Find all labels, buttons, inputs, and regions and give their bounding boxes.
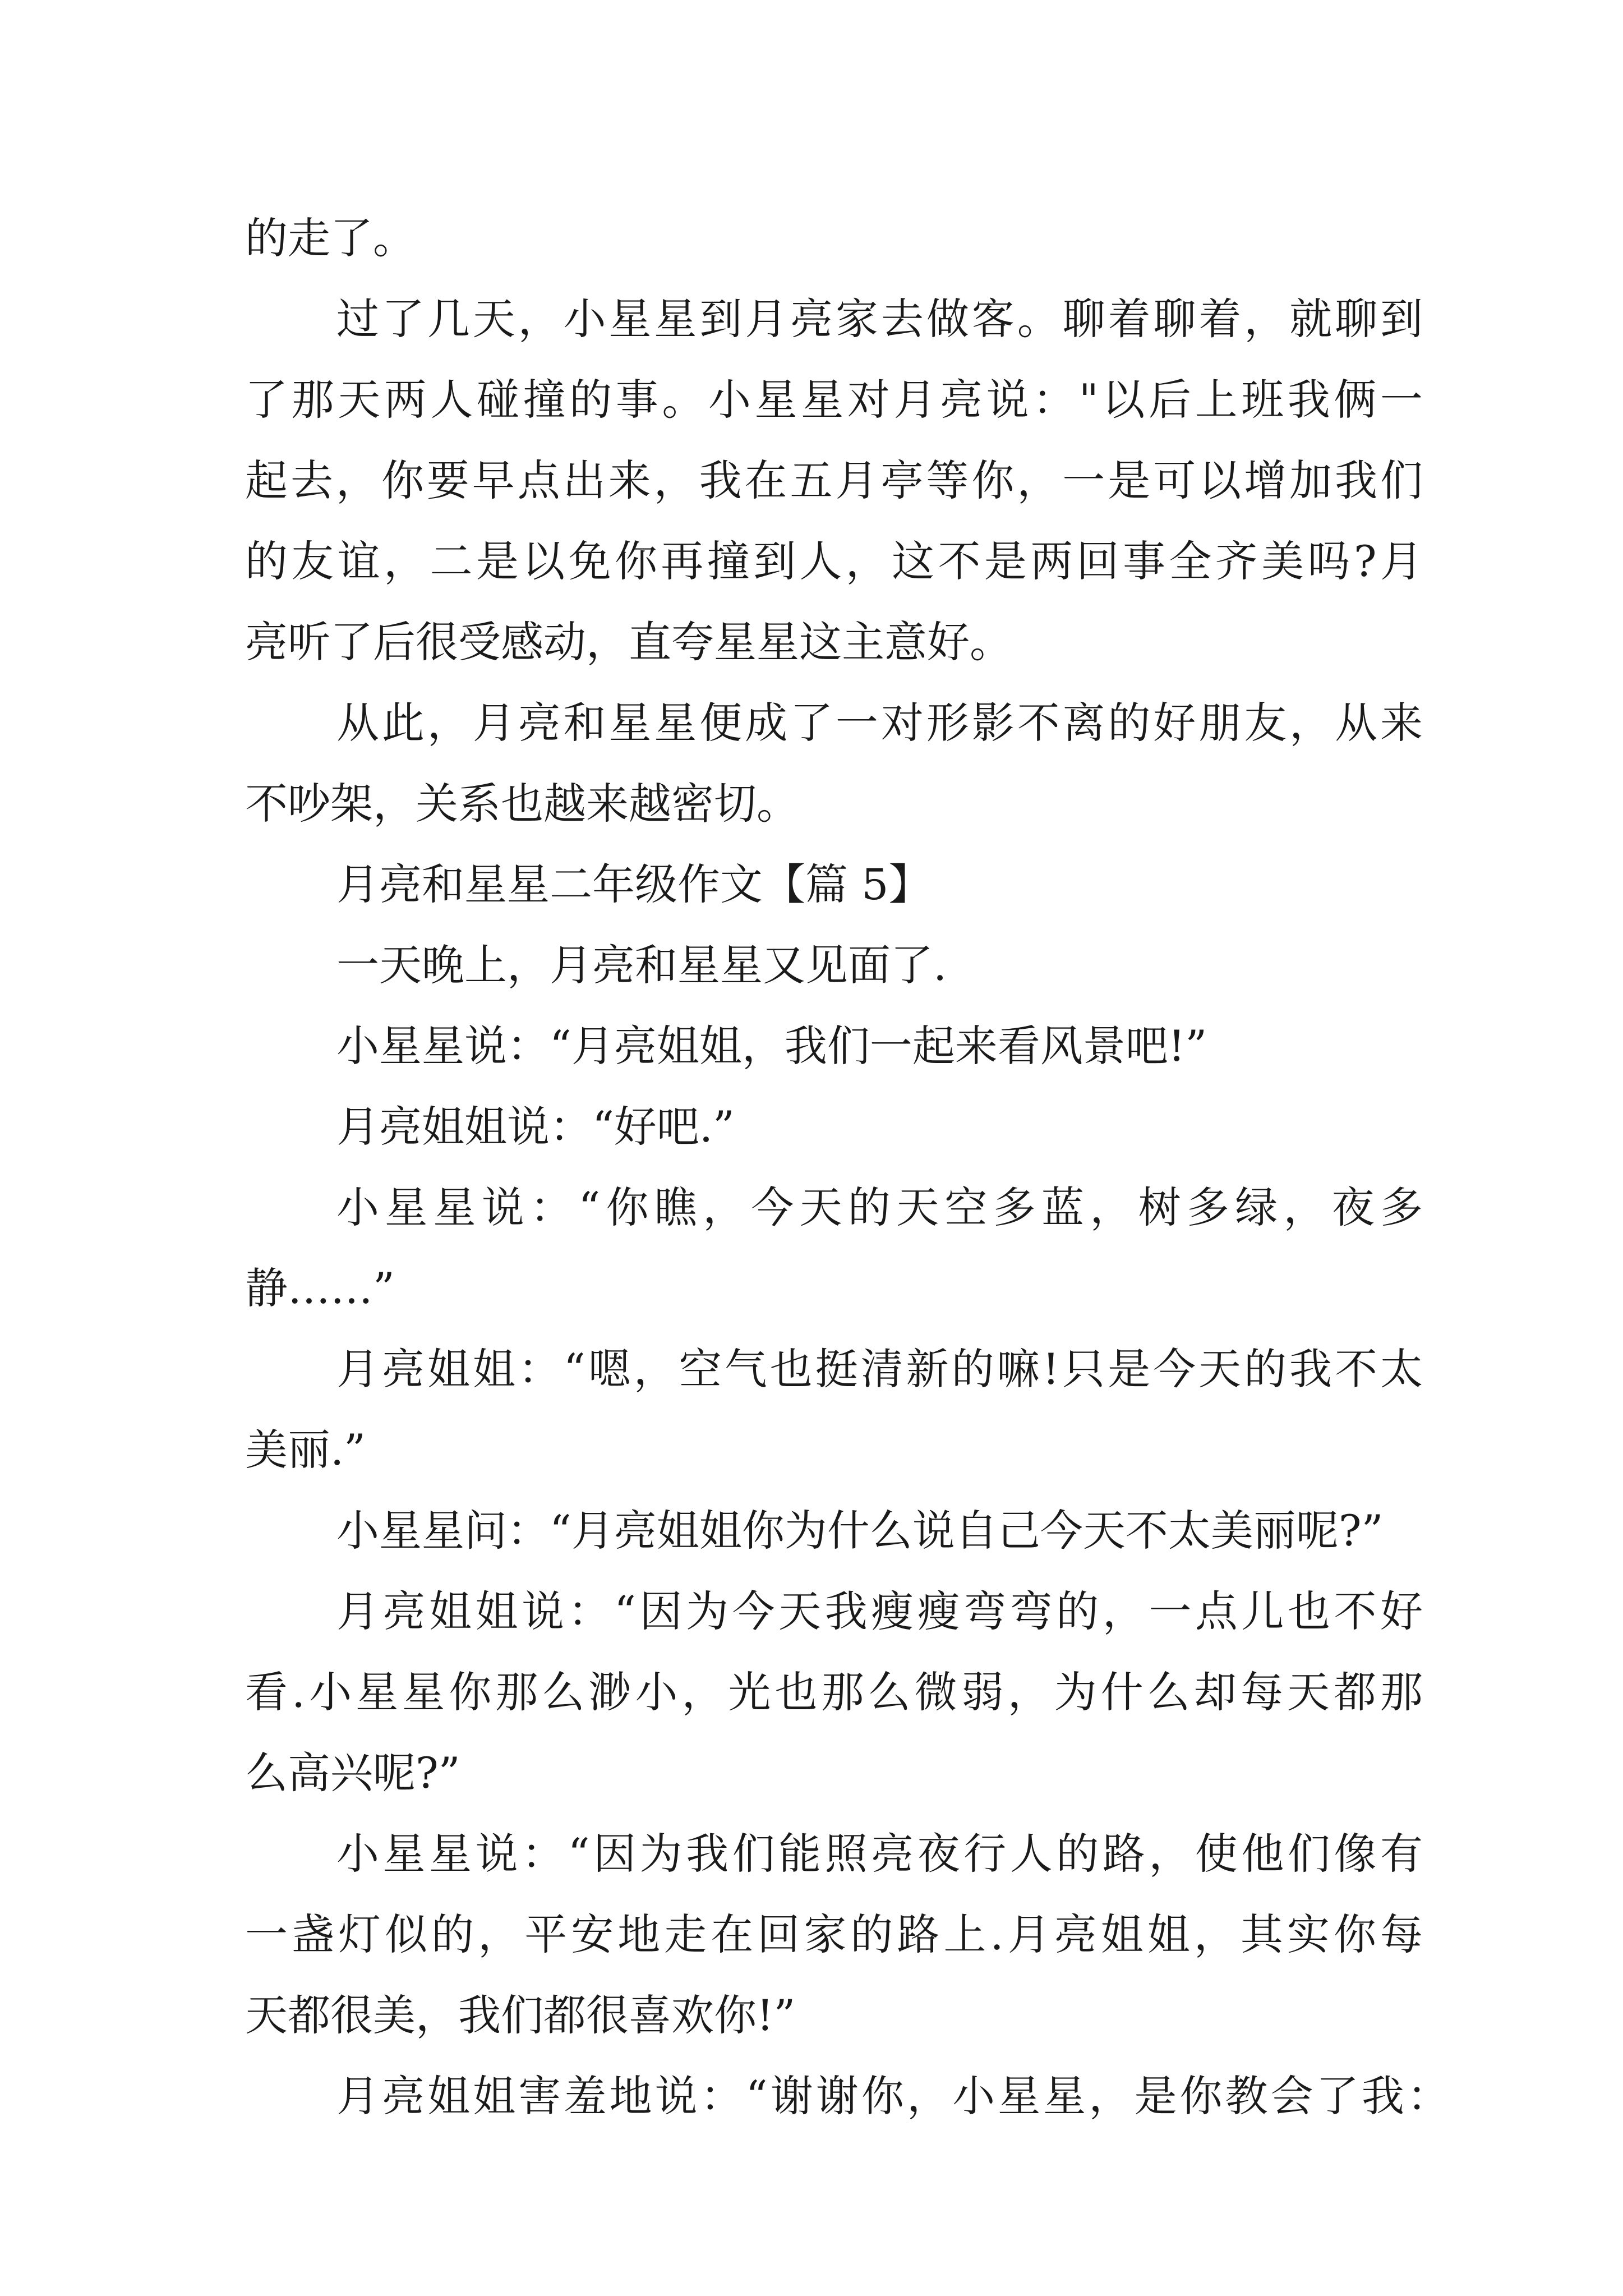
text-line: 一天晚上，月亮和星星又见面了.	[336, 940, 947, 990]
text-line: 看.小星星你那么渺小，光也那么微弱，为什么却每天都那	[245, 1667, 1423, 1717]
text-line: 了那天两人碰撞的事。小星星对月亮说："以后上班我俩一	[245, 375, 1423, 425]
text-line: 过了几天，小星星到月亮家去做客。聊着聊着，就聊到	[336, 294, 1423, 344]
text-line: 静……”	[245, 1263, 395, 1313]
text-line: 不吵架，关系也越来越密切。	[245, 779, 799, 829]
text-line: 从此，月亮和星星便成了一对形影不离的好朋友，从来	[336, 698, 1423, 748]
text-line: 起去，你要早点出来，我在五月亭等你，一是可以增加我们	[245, 455, 1423, 505]
text-line: 天都很美，我们都很喜欢你!”	[245, 1990, 796, 2040]
text-line: 的友谊，二是以免你再撞到人，这不是两回事全齐美吗?月	[245, 536, 1423, 586]
text-line: 小星星问：“月亮姐姐你为什么说自己今天不太美丽呢?”	[336, 1506, 1384, 1556]
text-line: 小星星说：“月亮姐姐，我们一起来看风景吧!”	[336, 1021, 1207, 1071]
text-line: 月亮姐姐说：“好吧.”	[336, 1102, 735, 1152]
text-line: 小星星说：“你瞧，今天的天空多蓝，树多绿，夜多	[336, 1182, 1423, 1232]
text-line: 么高兴呢?”	[245, 1748, 460, 1798]
text-line: 月亮姐姐：“嗯，空气也挺清新的嘛!只是今天的我不太	[336, 1344, 1423, 1394]
text-line: 的走了。	[245, 213, 416, 263]
text-line: 一盏灯似的，平安地走在回家的路上.月亮姐姐，其实你每	[245, 1910, 1423, 1959]
text-line: 亮听了后很受感动，直夸星星这主意好。	[245, 617, 1012, 667]
section-heading: 月亮和星星二年级作文【篇 5】	[336, 859, 932, 909]
text-line: 月亮姐姐害羞地说：“谢谢你，小星星，是你教会了我：	[336, 2071, 1450, 2121]
text-line: 小星星说：“因为我们能照亮夜行人的路，使他们像有	[336, 1829, 1423, 1879]
text-line: 月亮姐姐说：“因为今天我瘦瘦弯弯的，一点儿也不好	[336, 1586, 1423, 1636]
text-line: 美丽.”	[245, 1425, 366, 1475]
